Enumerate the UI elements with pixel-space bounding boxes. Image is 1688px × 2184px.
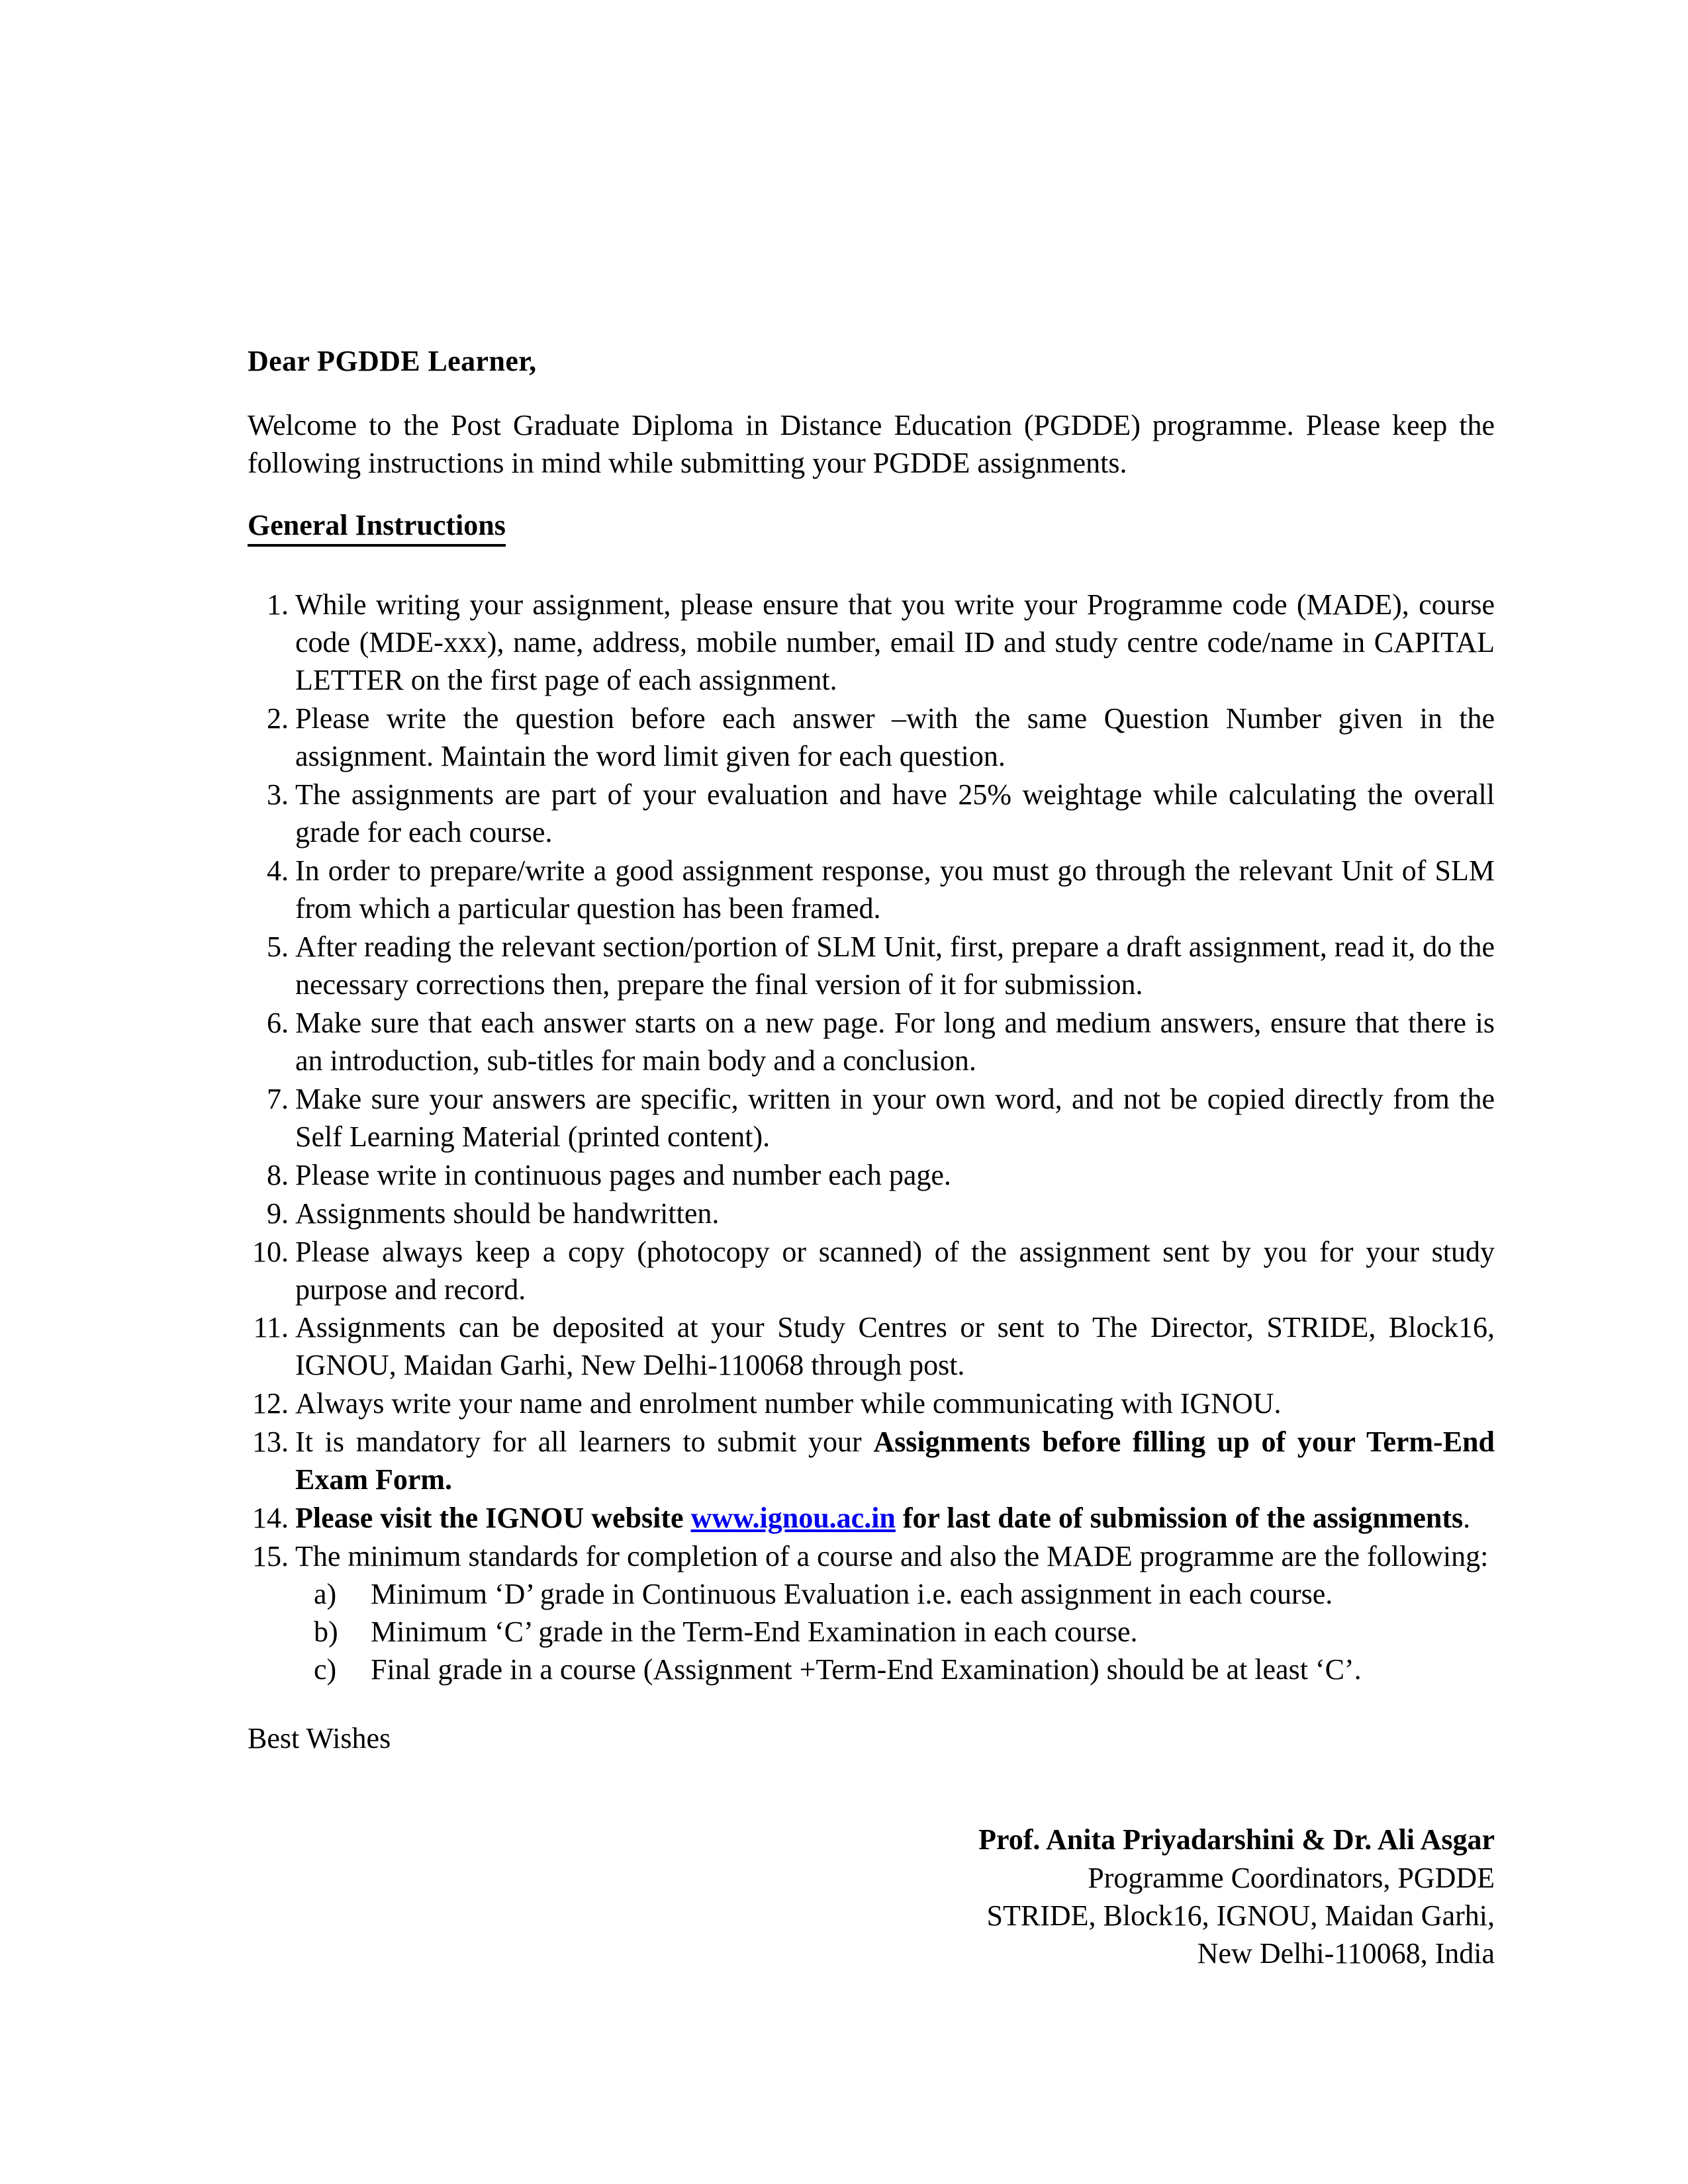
list-item-text-emphasis: Assignments before filling up of your Term-End Exam Form. <box>295 1426 1495 1496</box>
signature-block <box>248 1821 1495 1972</box>
list-item <box>248 1538 1495 1689</box>
list-item-text: Always write your name and enrolment number while communicating with IGNOU. <box>295 1387 1282 1420</box>
signature-name: Prof. Anita Priyadarshini & Dr. Ali Asgar <box>978 1823 1495 1856</box>
sub-list-item-label: b) <box>314 1615 338 1649</box>
list-item <box>248 586 1495 700</box>
list-item-text <box>295 1424 1495 1499</box>
list-item-number: 10. <box>252 1235 289 1268</box>
list-item <box>248 700 1495 776</box>
list-item <box>248 1234 1495 1309</box>
list-item <box>248 1500 1495 1537</box>
signature-address-line-1: STRIDE, Block16, IGNOU, Maidan Garhi, <box>986 1899 1495 1932</box>
section-heading-wrap <box>248 508 1495 569</box>
list-item-text-plain: It is mandatory for all learners to submit your <box>295 1426 874 1459</box>
list-item-number: 12. <box>252 1387 289 1420</box>
list-item-text: In order to prepare/write a good assignment response, you must go through the relevant Unit of SLM from which a particular question has been framed. <box>295 854 1495 925</box>
list-item <box>248 929 1495 1004</box>
list-item <box>248 1385 1495 1423</box>
list-item-number: 5. <box>267 930 289 963</box>
list-item-number: 6. <box>267 1006 289 1039</box>
list-item-number: 9. <box>267 1197 289 1230</box>
list-item-number: 8. <box>267 1158 289 1191</box>
sub-list-item-label: c) <box>314 1653 337 1686</box>
instructions-list <box>248 586 1495 1689</box>
sub-list-item-text: Minimum ‘D’ grade in Continuous Evaluation i.e. each assignment in each course. <box>371 1578 1333 1611</box>
sub-list-item-label: a) <box>314 1578 337 1611</box>
signature-address-line-2: New Delhi-110068, India <box>1197 1936 1495 1970</box>
list-item-text: Make sure your answers are specific, written in your own word, and not be copied directly from the Self Learning Material (printed content). <box>295 1082 1495 1153</box>
list-item-text: Please write the question before each answer –with the same Question Number given in the assignment. Maintain the word limit given for each question. <box>295 702 1495 772</box>
list-item-number: 3. <box>267 778 289 811</box>
list-item-text: Please write in continuous pages and number each page. <box>295 1158 951 1191</box>
list-item-text <box>295 1500 1495 1537</box>
sub-list-item <box>314 1614 1495 1651</box>
list-item-number: 14. <box>252 1502 289 1535</box>
list-item-text: Assignments should be handwritten. <box>295 1197 720 1230</box>
list-item-text-period: . <box>1463 1502 1471 1535</box>
list-item-text-lead: Please visit the IGNOU website <box>295 1502 691 1535</box>
list-item <box>248 1005 1495 1080</box>
list-item-number: 4. <box>267 854 289 887</box>
list-item-text-tail: for last date of submission of the assignments <box>895 1502 1464 1535</box>
sub-list-item <box>314 1576 1495 1614</box>
list-item <box>248 852 1495 928</box>
list-item-number: 1. <box>267 588 289 621</box>
salutation: Dear PGDDE Learner, <box>248 345 537 377</box>
closing-text: Best Wishes <box>248 1722 391 1755</box>
list-item-text: While writing your assignment, please ensure that you write your Programme code (MADE), course code (MDE-xxx), name, address, mobile number, email ID and study centre code/name in CAPITAL LETTER on the first page of each assignment. <box>295 588 1495 697</box>
list-item-text: The assignments are part of your evaluation and have 25% weightage while calculating the overall grade for each course. <box>295 778 1495 848</box>
list-item <box>248 1081 1495 1156</box>
list-item-number: 11. <box>253 1311 289 1344</box>
intro-paragraph: Welcome to the Post Graduate Diploma in Distance Education (PGDDE) programme. Please keep the following instructions in mind while submitting your PGDDE assignments. <box>248 408 1495 480</box>
sub-list-item-text: Final grade in a course (Assignment +Term-End Examination) should be at least ‘C’. <box>371 1653 1362 1686</box>
sub-list-item <box>314 1651 1495 1689</box>
list-item <box>248 1309 1495 1385</box>
list-item-text: Assignments can be deposited at your Study Centres or sent to The Director, STRIDE, Block16, IGNOU, Maidan Garhi, New Delhi-110068 through post. <box>295 1311 1495 1382</box>
ignou-website-link[interactable]: www.ignou.ac.in <box>690 1502 896 1535</box>
list-item <box>248 1424 1495 1499</box>
sub-list-item-text: Minimum ‘C’ grade in the Term-End Examination in each course. <box>371 1615 1138 1649</box>
list-item-text: After reading the relevant section/portion of SLM Unit, first, prepare a draft assignment, read it, do the necessary corrections then, prepare the final version of it for submission. <box>295 930 1495 1001</box>
list-item <box>248 1157 1495 1195</box>
list-item-text: Please always keep a copy (photocopy or scanned) of the assignment sent by you for your study purpose and record. <box>295 1235 1495 1306</box>
list-item-number: 13. <box>252 1426 289 1459</box>
list-item-number: 7. <box>267 1082 289 1115</box>
list-item-number: 15. <box>252 1540 289 1573</box>
section-heading-general-instructions: General Instructions <box>248 508 506 547</box>
list-item <box>248 1195 1495 1233</box>
document-body <box>248 344 1495 1972</box>
list-item <box>248 776 1495 852</box>
list-item-text: Make sure that each answer starts on a new page. For long and medium answers, ensure that there is an introduction, sub-titles for main body and a conclusion. <box>295 1006 1495 1077</box>
list-item-text: The minimum standards for completion of a course and also the MADE programme are the following: <box>295 1540 1489 1573</box>
signature-role: Programme Coordinators, PGDDE <box>1088 1861 1495 1894</box>
list-item-number: 2. <box>267 702 289 735</box>
minimum-standards-sublist <box>295 1576 1495 1689</box>
